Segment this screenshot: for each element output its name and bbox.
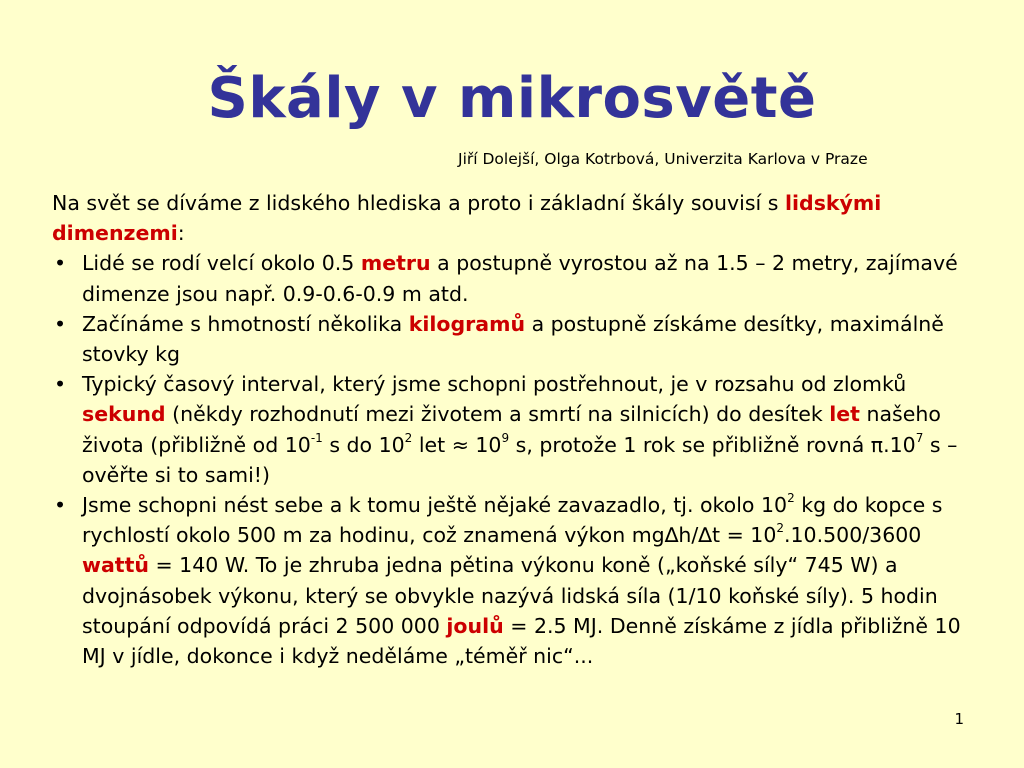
- slide-title: Škály v mikrosvětě: [207, 66, 817, 131]
- bullet-item-mass: [52, 309, 982, 369]
- highlight-joulu: joulů: [446, 613, 504, 638]
- highlight-kilogramu: kilogramů: [408, 311, 526, 336]
- page-number: 1: [954, 710, 964, 728]
- bullet-text: kg do kopce s rychlostí okolo 500 m za hodinu, což znamená výkon mg∆h/∆t = 10: [82, 493, 943, 548]
- bullet-text: Typický časový interval, který jsme schopni postřehnout, je v rozsahu od zlomků: [82, 372, 907, 397]
- bullet-text: a postupně získáme desítky, maximálně stovky kg: [82, 311, 944, 367]
- superscript: 2: [787, 491, 795, 506]
- bullet-text: našeho života (přibližně od 10: [82, 402, 941, 457]
- intro-text: :: [177, 221, 185, 246]
- bullet-text: s – ověřte si to sami!): [82, 432, 958, 487]
- bullet-icon: •: [54, 311, 67, 336]
- intro-paragraph: [52, 188, 982, 248]
- highlight-metru: metru: [360, 251, 431, 276]
- superscript: 2: [776, 521, 784, 536]
- bullet-text: Začínáme s hmotností několika: [82, 311, 409, 336]
- highlight-let: let: [829, 402, 860, 427]
- superscript: -1: [310, 430, 323, 445]
- bullet-text: = 2.5 MJ. Denně získáme z jídla přibližně 10 MJ v jídle, dokonce i když neděláme „téměř nic“...: [82, 613, 961, 669]
- bullet-text: Lidé se rodí velcí okolo 0.5: [82, 251, 361, 276]
- superscript: 7: [915, 430, 924, 445]
- intro-highlight: lidskými dimenzemi: [52, 191, 882, 246]
- bullet-text: = 140 W. To je zhruba jedna pětina výkonu koně („koňské síly“ 745 W) a dvojnásobek výkonu, který se obvykle nazývá lidská síla (1/10 koňské síly). 5 hodin stoupání odpovídá práci 2 500 000: [82, 553, 938, 638]
- bullet-text: .10.500/3600: [784, 523, 922, 548]
- slide-body: [52, 188, 982, 671]
- bullet-text: Jsme schopni nést sebe a k tomu ještě nějaké zavazadlo, tj. okolo 10: [82, 493, 788, 518]
- bullet-list: [52, 248, 982, 671]
- slide-authors: Jiří Dolejší, Olga Kotrbová, Univerzita Karlova v Praze: [458, 150, 868, 168]
- bullet-text: let ≈ 10: [412, 432, 502, 457]
- bullet-text: (někdy rozhodnutí mezi životem a smrtí na silnicích) do desítek: [165, 402, 830, 427]
- bullet-text: a postupně vyrostou až na 1.5 – 2 metry, zajímavé dimenze jsou např. 0.9-0.6-0.9 m atd.: [82, 251, 958, 306]
- superscript: 9: [501, 430, 510, 445]
- bullet-item-time: [52, 369, 982, 490]
- intro-text: Na svět se díváme z lidského hlediska a proto i základní škály souvisí s: [52, 191, 785, 215]
- bullet-item-length: [52, 248, 982, 308]
- bullet-icon: •: [54, 372, 67, 397]
- highlight-sekund: sekund: [82, 402, 166, 427]
- bullet-text: s, protože 1 rok se přibližně rovná π.10: [509, 432, 916, 457]
- highlight-wattu: wattů: [82, 553, 149, 578]
- bullet-icon: •: [54, 493, 67, 518]
- bullet-item-power: [52, 490, 982, 671]
- bullet-icon: •: [54, 251, 67, 276]
- bullet-text: s do 10: [322, 432, 405, 457]
- superscript: 2: [404, 430, 413, 445]
